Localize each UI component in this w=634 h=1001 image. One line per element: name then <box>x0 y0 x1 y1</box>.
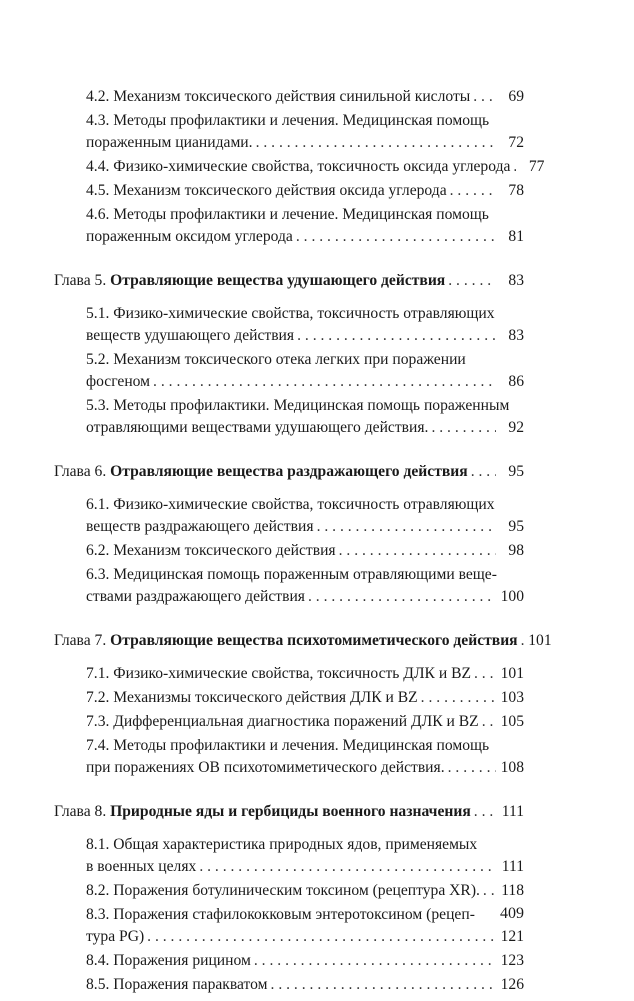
dot-leader <box>144 926 496 948</box>
chapter-heading <box>54 801 471 823</box>
toc-page-number: 105 <box>500 713 524 730</box>
dot-leader <box>251 950 496 972</box>
dot-leader <box>150 371 496 393</box>
toc-entry-text: 5.3. Методы профилактики. Медицинская помощь пораженным <box>86 397 510 414</box>
chapter-number: Глава 6. <box>54 463 107 480</box>
toc-section-entry[interactable] <box>54 687 524 709</box>
chapter-number: Глава 7. <box>54 632 107 649</box>
toc-entry-text: веществ раздражающего действия <box>86 518 314 535</box>
toc-page-number: 83 <box>508 327 524 344</box>
toc-entry-text: пораженным оксидом углерода <box>86 228 293 245</box>
toc-entry-text: 6.1. Физико-химические свойства, токсичность отравляющих <box>86 496 495 513</box>
toc-page-number: 123 <box>500 952 524 969</box>
toc-page-number: 100 <box>500 588 524 605</box>
toc-entry-text: тура PG) <box>86 928 145 945</box>
toc-section-entry[interactable] <box>54 349 524 393</box>
toc-entry-text: 7.2. Механизмы токсического действия ДЛК и BZ <box>86 689 418 706</box>
chapter-heading <box>54 270 445 292</box>
dot-leader <box>268 974 496 996</box>
toc-page-number: 77 <box>528 158 545 175</box>
toc-page-number: 126 <box>500 976 524 993</box>
toc-section-entry[interactable] <box>54 564 524 608</box>
toc-chapter-entry[interactable] <box>54 801 524 823</box>
toc-page-number: 69 <box>508 88 524 105</box>
dot-leader <box>418 687 496 709</box>
dot-leader <box>445 270 496 292</box>
dot-leader <box>447 180 496 202</box>
toc-chapter-entry[interactable] <box>54 630 552 652</box>
dot-leader <box>470 86 496 108</box>
dot-leader <box>428 417 496 439</box>
toc-entry-text: 6.2. Механизм токсического действия <box>86 542 336 559</box>
toc-page-number: 98 <box>508 542 524 559</box>
toc-section-entry[interactable] <box>54 711 524 733</box>
chapter-title: Отравляющие вещества психотомиметического действия <box>110 632 518 649</box>
toc-section-entry[interactable] <box>54 180 524 202</box>
toc-page-number: 101 <box>528 632 552 649</box>
toc-chapter-entry[interactable] <box>54 270 524 292</box>
toc-section-entry[interactable] <box>54 204 524 248</box>
dot-leader <box>314 516 496 538</box>
dot-leader <box>196 856 496 878</box>
page-number: 409 <box>500 905 524 922</box>
dot-leader <box>479 711 496 733</box>
toc-entry-text: 8.2. Поражения ботулиническим токсином (рецептура XR). <box>86 882 480 899</box>
dot-leader <box>294 325 496 347</box>
toc-section-entry[interactable] <box>54 834 524 878</box>
toc-section-entry[interactable] <box>54 86 524 108</box>
toc-page-number: 118 <box>501 882 524 899</box>
toc-section-entry[interactable] <box>54 540 524 562</box>
toc-entry-text: 5.1. Физико-химические свойства, токсичность отравляющих <box>86 305 495 322</box>
chapter-heading <box>54 630 518 652</box>
toc-page-number: 83 <box>508 272 524 289</box>
toc-section-entry[interactable] <box>54 880 524 902</box>
toc-entry-text: фосгеном <box>86 373 151 390</box>
toc-page-number: 78 <box>508 182 524 199</box>
toc-entry-text: 4.3. Методы профилактики и лечения. Медицинская помощь <box>86 112 490 129</box>
toc-entry-text: 8.4. Поражения рицином <box>86 952 251 969</box>
toc-entry-text: 7.4. Методы профилактики и лечения. Медицинская помощь <box>86 737 490 754</box>
toc-page-number: 121 <box>500 928 524 945</box>
toc-page-number: 111 <box>501 803 524 820</box>
toc-entry-text: 7.3. Дифференциальная диагностика поражений ДЛК и BZ <box>86 713 479 730</box>
toc-section-entry[interactable] <box>54 494 524 538</box>
toc-entry-text: 6.3. Медицинская помощь пораженным отравляющими веще- <box>86 566 497 583</box>
dot-leader <box>293 226 496 248</box>
dot-leader <box>253 132 496 154</box>
toc-entry-text: 8.3. Поражения стафилококковым энтеротоксином (рецеп- <box>86 906 475 923</box>
toc-section-entry[interactable] <box>54 395 524 439</box>
toc-entry-text: пораженным цианидами. <box>86 134 253 151</box>
toc-entry-text: 5.2. Механизм токсического отека легких при поражении <box>86 351 466 368</box>
toc-section-entry[interactable] <box>54 110 524 154</box>
chapter-title: Природные яды и гербициды военного назначения <box>110 803 471 820</box>
toc-entry-text: 4.4. Физико-химические свойства, токсичность оксида углерода <box>86 158 511 175</box>
table-of-contents <box>54 86 552 998</box>
dot-leader <box>336 540 496 562</box>
dot-leader <box>468 461 496 483</box>
toc-page-number: 95 <box>508 463 524 480</box>
toc-entry-text: при поражениях ОВ психотомиметического действия. <box>86 759 445 776</box>
chapter-title: Отравляющие вещества удушающего действия <box>110 272 446 289</box>
dot-leader <box>305 586 496 608</box>
toc-entry-text: 4.5. Механизм токсического действия оксида углерода <box>86 182 447 199</box>
toc-page-number: 81 <box>508 228 524 245</box>
toc-section-entry[interactable] <box>54 904 524 948</box>
chapter-heading <box>54 461 468 483</box>
dot-leader <box>445 757 496 779</box>
toc-page-number: 103 <box>500 689 524 706</box>
toc-entry-text: 4.2. Механизм токсического действия синильной кислоты <box>86 88 471 105</box>
toc-chapter-entry[interactable] <box>54 461 524 483</box>
toc-section-entry[interactable] <box>54 735 524 779</box>
toc-entry-text: 7.1. Физико-химические свойства, токсичность ДЛК и BZ <box>86 665 471 682</box>
toc-section-entry[interactable] <box>54 156 545 178</box>
chapter-number: Глава 8. <box>54 803 107 820</box>
dot-leader <box>471 801 496 823</box>
dot-leader <box>480 880 496 902</box>
toc-page-number: 92 <box>508 419 524 436</box>
toc-entry-text: 8.1. Общая характеристика природных ядов, применяемых <box>86 836 478 853</box>
toc-entry-text: в военных целях <box>86 858 197 875</box>
toc-entry-text: 8.5. Поражения паракватом <box>86 976 268 993</box>
toc-entry-text: 4.6. Методы профилактики и лечение. Медицинская помощь <box>86 206 489 223</box>
toc-page-number: 72 <box>508 134 524 151</box>
toc-section-entry[interactable] <box>54 974 524 996</box>
toc-section-entry[interactable] <box>54 950 524 972</box>
dot-leader <box>471 663 496 685</box>
chapter-title: Отравляющие вещества раздражающего действия <box>110 463 468 480</box>
toc-page-number: 86 <box>508 373 524 390</box>
toc-section-entry[interactable] <box>54 663 524 685</box>
toc-section-entry[interactable] <box>54 303 524 347</box>
toc-page-number: 111 <box>501 858 524 875</box>
toc-page-number: 108 <box>500 759 524 776</box>
toc-page-number: 101 <box>500 665 524 682</box>
toc-entry-text: ствами раздражающего действия <box>86 588 305 605</box>
toc-page-number: 95 <box>508 518 524 535</box>
toc-entry-text: веществ удушающего действия <box>86 327 295 344</box>
toc-entry-text: отравляющими веществами удушающего действия. <box>86 419 429 436</box>
chapter-number: Глава 5. <box>54 272 107 289</box>
